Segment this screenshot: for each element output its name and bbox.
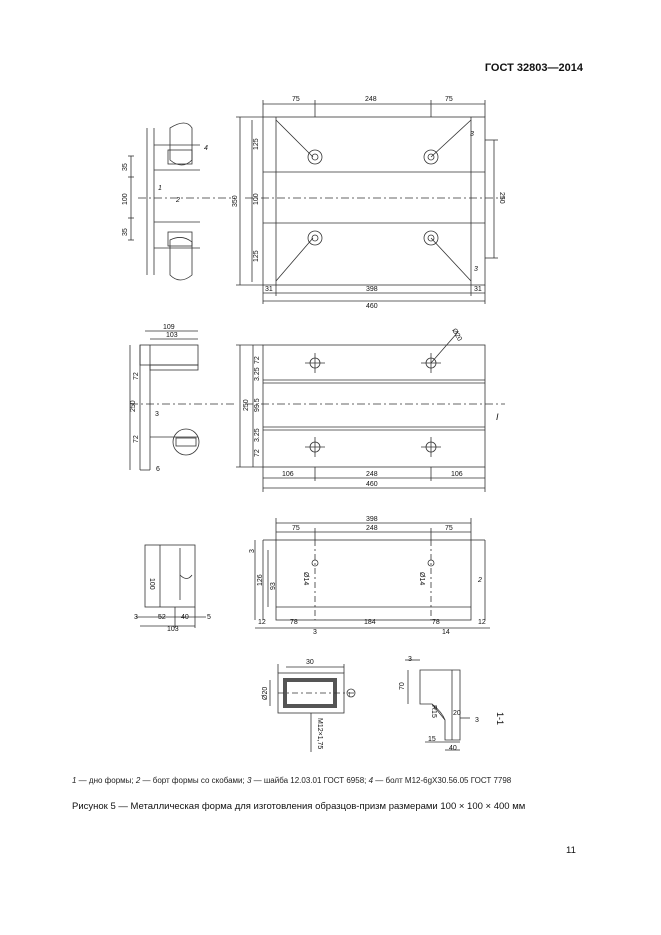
- d2-radius: R15: [430, 705, 437, 718]
- v3-top-398: 398: [366, 516, 378, 523]
- v1-callout-1: 1: [158, 185, 162, 192]
- v2-overall-width: 460: [366, 481, 378, 488]
- detail1-slot: [270, 664, 355, 752]
- v3-top-75b: 75: [445, 525, 453, 532]
- standard-header: ГОСТ 32803—2014: [484, 62, 583, 74]
- view3-plan: [255, 518, 490, 628]
- v3-callout-2: 2: [478, 577, 482, 584]
- v3-stack-3: 3: [249, 549, 256, 553]
- d2-dim-15: 15: [428, 736, 436, 743]
- v1-height-inner: 100: [253, 193, 260, 205]
- v1-col-dim-1: 125: [253, 138, 260, 150]
- v3-bot-12a: 12: [258, 619, 266, 626]
- v3-left-40: 40: [181, 614, 189, 621]
- v2-dim-109: 109: [163, 324, 175, 331]
- v2-rdim-3: 250: [243, 399, 250, 411]
- v1-top-dim-1: 75: [292, 96, 300, 103]
- v2-bot-dim-1: 106: [282, 471, 294, 478]
- d1-marker: I: [349, 692, 351, 698]
- v3-left-3: 3: [134, 614, 138, 621]
- v1-right-dim: 250: [498, 192, 505, 204]
- v3-left-103: 103: [167, 626, 179, 633]
- v2-dim-72a: 72: [133, 372, 140, 380]
- legend-item-3: 3 — шайба 12.03.01 ГОСТ 6958;: [246, 776, 369, 785]
- v2-rdim-1: 72: [254, 356, 261, 364]
- v3-stack-126: 126: [257, 574, 264, 586]
- view3-left-section: [136, 545, 206, 628]
- v1-top-dim-2: 248: [365, 96, 377, 103]
- v3-bot-184: 184: [364, 619, 376, 626]
- v3-left-5: 5: [207, 614, 211, 621]
- v2-dim-72b: 72: [133, 435, 140, 443]
- v3-top-75a: 75: [292, 525, 300, 532]
- v1-left-dim-a: 35: [122, 163, 129, 171]
- v2-dim-103: 103: [166, 332, 178, 339]
- v3-bot-3: 3: [313, 629, 317, 636]
- v2-section-label: I: [496, 412, 499, 422]
- d1-thread: M12×1,75: [316, 718, 323, 750]
- v3-stack-93: 93: [270, 582, 277, 590]
- d2-dim-3a: 3: [408, 656, 412, 663]
- d2-dim-3b: 3: [475, 717, 479, 724]
- v2-hole-dia: Ø20: [450, 327, 463, 343]
- d1-width: 30: [306, 659, 314, 666]
- v3-left-100: 100: [148, 578, 155, 590]
- v2-rdim-5: 3.25: [254, 428, 261, 442]
- v3-bot-78a: 78: [290, 619, 298, 626]
- view2-left-section: [130, 331, 235, 470]
- v1-callout-4: 4: [204, 145, 208, 152]
- v3-left-52: 52: [158, 614, 166, 621]
- v1-top-dim-3: 75: [445, 96, 453, 103]
- v1-callout-3: 3: [470, 131, 474, 138]
- v1-bot-dim-3: 31: [474, 286, 482, 293]
- v1-left-dim-c: 35: [122, 228, 129, 236]
- v3-hole-left: Ø14: [302, 572, 309, 586]
- legend-item-4: 4 — болт M12-6gX30.56.05 ГОСТ 7798: [368, 776, 512, 785]
- v1-col-dim-2: 125: [253, 250, 260, 262]
- v1-callout-2: 2: [176, 197, 180, 204]
- v3-bot-78b: 78: [432, 619, 440, 626]
- d1-dia: Ø20: [262, 686, 269, 700]
- v3-bot-14: 14: [442, 629, 450, 636]
- v2-bot-dim-3: 106: [451, 471, 463, 478]
- v1-height-total: 350: [232, 195, 239, 207]
- v1-left-dim-b: 100: [122, 193, 129, 205]
- v2-dim-6: 6: [156, 466, 160, 473]
- v1-overall-width: 460: [366, 303, 378, 310]
- v2-dim-250: 250: [130, 400, 137, 412]
- view2-plan: [236, 332, 505, 492]
- figure-legend: [72, 776, 592, 785]
- d2-dim-70: 70: [399, 682, 406, 690]
- view1-plan: [236, 100, 505, 304]
- d2-dim-20: 20: [453, 710, 461, 717]
- v3-hole-right: Ø14: [418, 572, 425, 586]
- v2-dim-3: 3: [155, 411, 159, 418]
- legend-item-2: 2 — борт формы со скобами;: [135, 776, 247, 785]
- v3-bot-12b: 12: [478, 619, 486, 626]
- v1-callout-3b: 3: [474, 266, 478, 273]
- d2-dim-40: 40: [449, 745, 457, 752]
- view1-left-section: [128, 123, 235, 280]
- v3-top-248: 248: [366, 525, 378, 532]
- page-number: 11: [566, 845, 576, 856]
- d2-label: 1-1: [495, 712, 505, 726]
- v2-rdim-2: 3.25: [254, 367, 261, 381]
- v2-bot-dim-2: 248: [366, 471, 378, 478]
- figure-caption: Рисунок 5 — Металлическая форма для изготовления образцов-призм размерами 100 × 100 × 400 мм: [72, 801, 526, 812]
- v2-rdim-4: 99.5: [254, 398, 261, 412]
- v1-bot-dim-2: 398: [366, 286, 378, 293]
- legend-item-1: 1 — дно формы;: [72, 776, 136, 785]
- v1-bot-dim-1: 31: [265, 286, 273, 293]
- v2-rdim-6: 72: [254, 449, 261, 457]
